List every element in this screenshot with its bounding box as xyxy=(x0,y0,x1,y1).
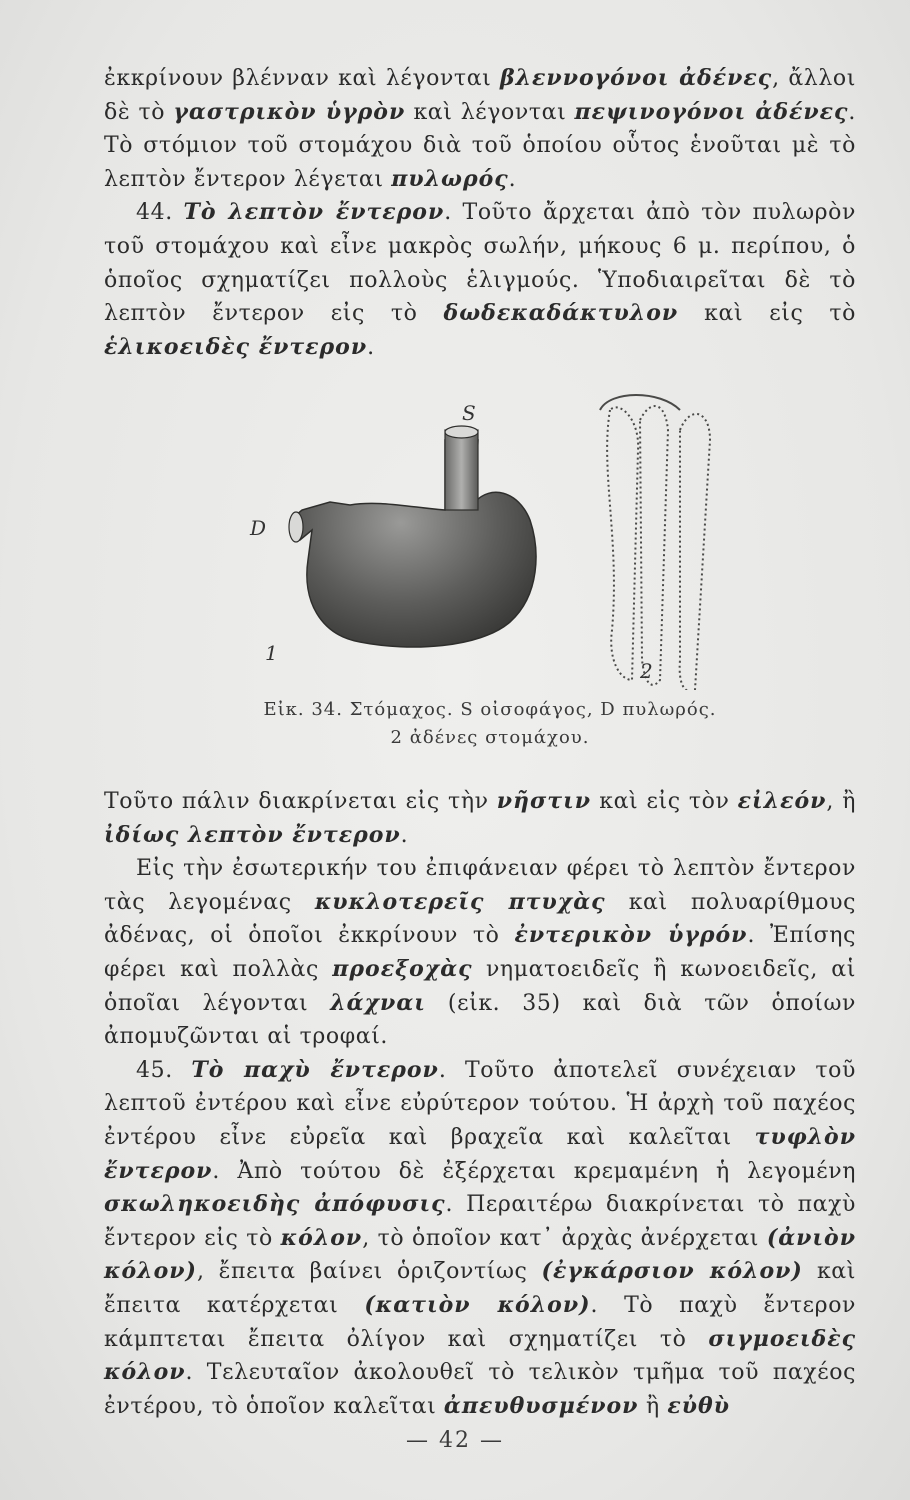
section-number: 45. xyxy=(136,1057,192,1083)
text-run: Εἰς τὴν ἐσωτερικήν του ἐπιφάνειαν φέρει τὸ λεπτὸν ἔντερον τὰς λεγομένας xyxy=(104,856,856,915)
term-ascending-colon: (ἀνιὸν κόλον) xyxy=(104,1224,856,1285)
text-run: ἢ xyxy=(638,1393,668,1419)
term-straight: εὐθὺ xyxy=(667,1392,730,1419)
section-number: 44. xyxy=(136,200,184,226)
term-ileum: εἰλεόν xyxy=(737,788,827,814)
term-descending-colon: (κατιὸν κόλον) xyxy=(364,1291,591,1318)
text-block-bottom xyxy=(104,785,856,1423)
section-44 xyxy=(104,196,856,364)
term-villi: λάχναι xyxy=(330,989,426,1016)
term-helical-intestine: ἑλικοειδὲς ἔντερον xyxy=(104,333,368,360)
text-run: καὶ εἰς τὸν xyxy=(591,789,738,814)
section-title-large-intestine: Τὸ παχὺ ἔντερον xyxy=(191,1056,439,1083)
text-run: . xyxy=(508,166,517,192)
gland-tube-1 xyxy=(607,407,638,680)
text-run: . Ἀπὸ τούτου δὲ ἐξέρχεται κρεμαμένη ἡ λεγομένη xyxy=(212,1158,856,1184)
term-cecum: τυφλὸν ἔντερον xyxy=(104,1123,856,1184)
text-block-top xyxy=(104,62,856,364)
esophagus-opening xyxy=(445,426,478,438)
term-mucous-glands: βλεννογόνοι ἀδένες xyxy=(500,65,773,91)
text-run: . Περαιτέρω διακρίνεται τὸ παχὺ ἔντερον εἰς τὸ xyxy=(104,1192,857,1251)
gland-tube-2 xyxy=(640,406,668,685)
page-number: — 42 — xyxy=(406,1428,504,1453)
term-sigmoid-colon: σιγμοειδὲς κόλον xyxy=(104,1325,856,1386)
text-run: , τὸ ὁποῖον κατ᾽ ἀρχὰς ἀνέρχεται xyxy=(362,1225,767,1251)
term-proper-small-intestine: ἰδίως λεπτὸν ἔντερον xyxy=(104,821,401,848)
term-projections: προεξοχὰς xyxy=(332,955,473,982)
text-run: . Τὸ παχὺ ἔντερον κάμπτεται ἔπειτα ὀλίγον καὶ σχηματίζει τὸ xyxy=(104,1292,857,1352)
label-1: 1 xyxy=(265,641,278,665)
term-duodenum: δωδεκαδάκτυλον xyxy=(443,300,679,327)
term-circular-folds: κυκλοτερεῖς πτυχὰς xyxy=(314,888,606,915)
text-run: νηματοειδεῖς ἢ κωνοειδεῖς, αἱ ὁποῖαι λέγονται xyxy=(104,956,856,1016)
text-run: καὶ εἰς τὸ xyxy=(678,301,857,327)
term-intestinal-juice: ἐντερικὸν ὑγρόν xyxy=(514,922,748,949)
paragraph-jejunum xyxy=(104,785,856,852)
stomach-shape xyxy=(290,440,536,647)
section-45 xyxy=(104,1054,856,1424)
text-run: (εἰκ. 35) καὶ διὰ τῶν ὁποίων ἀπομυζῶνται αἱ τροφαί. xyxy=(104,990,856,1050)
text-run: , ἄλλοι δὲ τὸ xyxy=(104,66,856,125)
caption-line-1: Εἰκ. 34. Στόμαχος. S οἰσοφάγος, D πυλωρός. xyxy=(263,699,717,720)
term-transverse-colon: (ἐγκάρσιον κόλον) xyxy=(541,1258,803,1285)
pylorus-opening xyxy=(289,512,303,542)
term-gastric-juice: γαστρικὸν ὑγρὸν xyxy=(173,98,406,125)
paragraph-inner-surface xyxy=(104,852,856,1054)
text-run: . xyxy=(367,334,375,360)
text-run: , ἔπειτα βαίνει ὁριζοντίως xyxy=(196,1259,542,1285)
text-run: . Τοῦτο ἄρχεται ἀπὸ τὸν πυλωρὸν τοῦ στομάχου καὶ εἶνε μακρὸς σωλήν, μήκους 6 μ. περίπου, ὁ ὁποῖος σχηματίζει πολλοὺς ἑλιγμούς. Ὑποδιαιρεῖται δὲ τὸ λεπτὸν ἔντερον εἰς τὸ xyxy=(104,200,856,327)
gland-drawing xyxy=(600,395,710,690)
section-title-small-intestine: Τὸ λεπτὸν ἔντερον xyxy=(183,199,445,226)
term-pylorus: πυλωρός xyxy=(391,165,509,192)
term-jejunum: νῆστιν xyxy=(496,788,591,814)
text-run: ἐκκρίνουν βλένναν καὶ λέγονται xyxy=(104,66,501,91)
figure-caption xyxy=(170,696,810,752)
stomach-figure xyxy=(240,390,760,690)
paragraph-glands xyxy=(104,62,856,196)
term-pepsin-glands: πεψινογόνοι ἀδένες xyxy=(574,98,849,125)
esophagus-tube xyxy=(445,430,478,510)
text-run: . Τὸ στόμιον τοῦ στομάχου διὰ τοῦ ὁποίου οὗτος ἑνοῦται μὲ τὸ λεπτὸν ἔντερον λέγεται xyxy=(104,99,857,192)
term-rectum: ἀπευθυσμένον xyxy=(443,1392,639,1419)
text-run: Τοῦτο πάλιν διακρίνεται εἰς τὴν xyxy=(104,789,497,814)
text-run: . Τοῦτο ἀποτελεῖ συνέχειαν τοῦ λεπτοῦ ἐντέρου καὶ εἶνε εὐρύτερον τούτου. Ἡ ἀρχὴ τοῦ παχέος ἐντέρου εἶνε εὐρεῖα καὶ βραχεῖα καὶ καλεῖται xyxy=(104,1057,856,1150)
text-run: , ἢ xyxy=(826,789,856,814)
text-run: καὶ ἔπειτα κατέρχεται xyxy=(104,1259,856,1318)
term-appendix: σκωληκοειδὴς ἀπόφυσις xyxy=(104,1191,446,1218)
text-run: . Ἐπίσης φέρει καὶ πολλὰς xyxy=(104,923,856,982)
stomach-drawing xyxy=(289,426,536,647)
text-run: καὶ πολυαρίθμους ἀδένας, οἱ ὁποῖοι ἐκκρίνουν τὸ xyxy=(104,889,856,949)
label-d: D xyxy=(250,516,267,540)
text-run: . xyxy=(400,822,409,848)
text-run: . Τελευταῖον ἀκολουθεῖ τὸ τελικὸν τμῆμα τοῦ παχέος ἐντέρου, τὸ ὁποῖον καλεῖται xyxy=(104,1360,856,1419)
text-run: καὶ λέγονται xyxy=(405,99,575,125)
gland-tube-3 xyxy=(680,414,710,690)
label-s: S xyxy=(462,401,476,425)
label-2: 2 xyxy=(640,659,653,683)
term-colon: κόλον xyxy=(280,1224,363,1251)
caption-line-2: 2 ἀδένες στομάχου. xyxy=(390,727,590,748)
